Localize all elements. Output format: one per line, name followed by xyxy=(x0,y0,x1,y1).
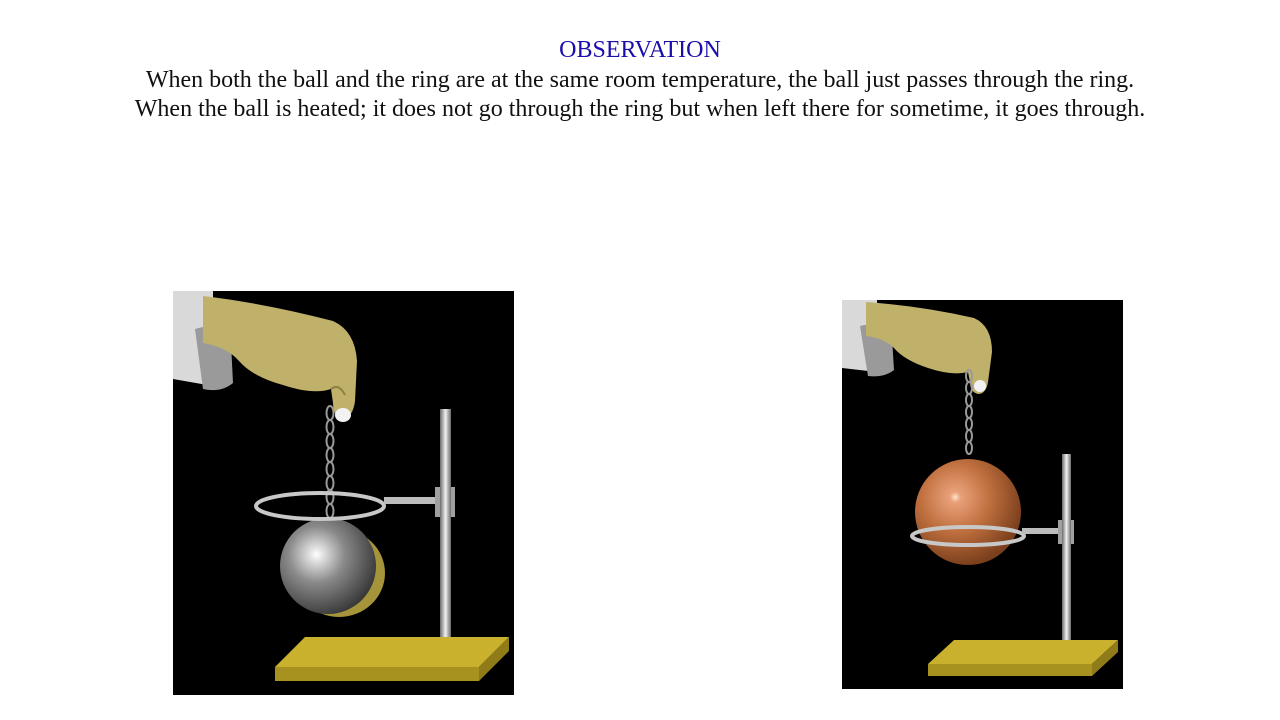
right-illustration-svg xyxy=(842,300,1123,689)
heated-metal-ball xyxy=(915,459,1021,565)
observation-heading: OBSERVATION xyxy=(559,37,721,63)
heated-ball-illustration xyxy=(842,300,1123,689)
observation-line-1: When both the ball and the ring are at the same room temperature, the ball just passes through the ring. xyxy=(145,67,1135,93)
ring-arm-right xyxy=(1022,528,1064,534)
left-illustration-svg xyxy=(173,291,514,695)
stand-rod-right xyxy=(1062,454,1071,654)
metal-ball-room-temperature xyxy=(280,518,376,614)
ring-arm-left xyxy=(384,497,442,504)
stand-base-left xyxy=(275,637,509,681)
metal-ring-left xyxy=(256,493,384,519)
room-temperature-ball-illustration xyxy=(173,291,514,695)
observation-line-2: When the ball is heated; it does not go through the ring but when left there for sometime, it goes through. xyxy=(134,96,1146,122)
chain-right xyxy=(966,370,972,454)
chain-left xyxy=(327,406,334,518)
stand-rod-left xyxy=(440,409,451,653)
stand-base-right xyxy=(928,640,1118,676)
